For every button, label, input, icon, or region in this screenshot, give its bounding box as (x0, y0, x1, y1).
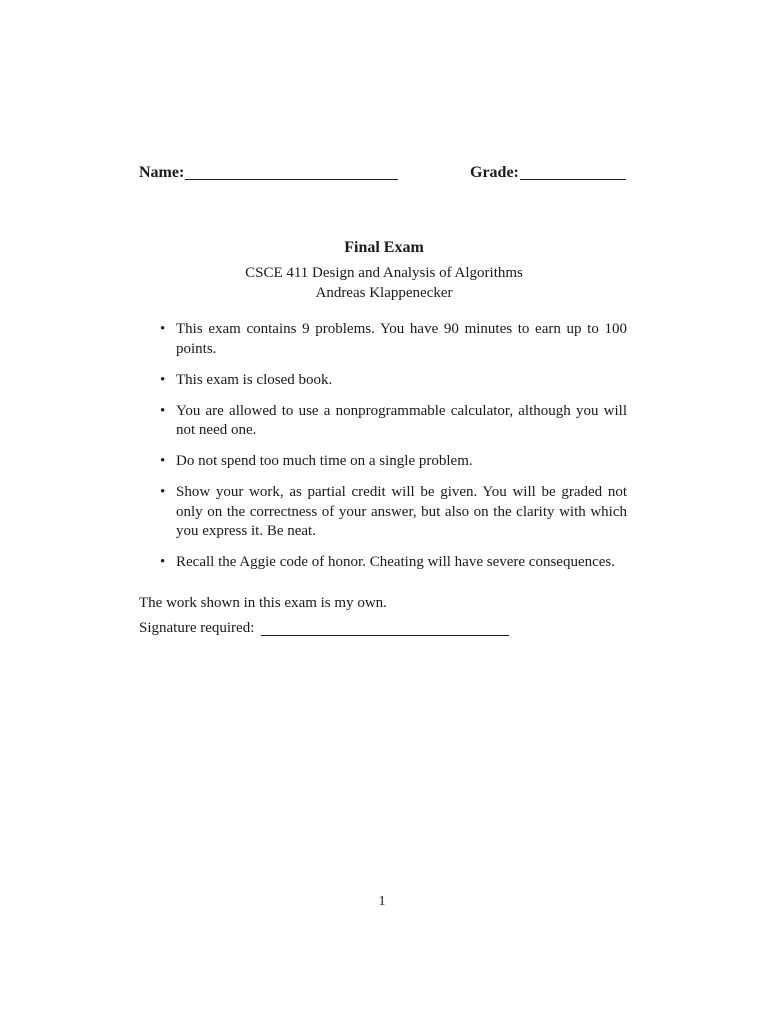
list-item (160, 402, 627, 441)
course-title: CSCE 411 Design and Analysis of Algorithms (245, 265, 523, 281)
instruction-text: Do not spend too much time on a single problem. (176, 453, 473, 469)
name-blank-line[interactable] (185, 163, 398, 180)
header-row (139, 163, 627, 185)
list-item (160, 553, 627, 573)
page-number: 1 (378, 894, 386, 909)
grade-label: Grade: (470, 164, 519, 181)
bullet-icon: • (160, 484, 166, 500)
instruction-text: This exam is closed book. (176, 371, 333, 388)
own-work-statement: The work shown in this exam is my own. (139, 595, 387, 611)
name-field (139, 163, 398, 183)
instruction-text: This exam contains 9 problems. You have 90 minutes to earn up to 100 points. (176, 321, 627, 357)
grade-field (470, 163, 626, 183)
bullet-icon: • (160, 321, 166, 337)
bullet-icon: • (160, 554, 166, 570)
instruction-text: Show your work, as partial credit will be given. You will be graded not only on the correctness of your answer, but also on the clarity with which you express it. Be neat. (176, 484, 627, 539)
grade-blank-line[interactable] (520, 163, 626, 180)
list-item (160, 371, 627, 391)
list-item (160, 483, 627, 542)
author-name: Andreas Klappenecker (315, 285, 453, 301)
exam-title: Final Exam (344, 239, 424, 256)
list-item (160, 320, 627, 359)
instruction-text: You are allowed to use a nonprogrammable calculator, although you will not need one. (176, 402, 627, 438)
instruction-text: Recall the Aggie code of honor. Cheating will have severe consequences. (176, 554, 616, 570)
list-item (160, 452, 627, 472)
bullet-icon: • (160, 453, 166, 469)
signature-label: Signature required: (139, 620, 255, 636)
instructions-list (160, 320, 627, 584)
bullet-icon: • (160, 402, 166, 419)
bullet-icon: • (160, 371, 166, 388)
signature-blank-line[interactable] (261, 621, 509, 636)
signature-row (139, 618, 509, 638)
name-label: Name: (139, 164, 185, 181)
